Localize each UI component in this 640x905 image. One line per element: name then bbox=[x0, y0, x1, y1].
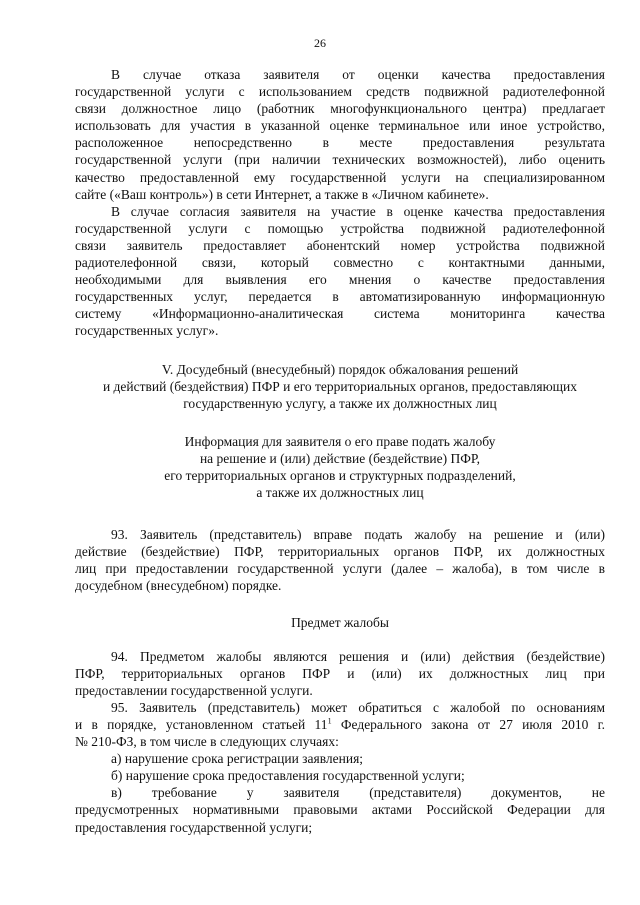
text-line: лиц при предоставлении государственной услуги (далее – жалоба), в том числе в bbox=[75, 561, 605, 577]
text-segment: Федерального закона от 27 июля 2010 г. bbox=[331, 717, 605, 732]
text-line: предусмотренных нормативными правовыми актами Российской Федерации для bbox=[75, 802, 605, 818]
text-line: связи заявитель предоставляет абонентский номер устройства подвижной bbox=[75, 237, 605, 253]
text-line: систему «Информационно-аналитическая система мониторинга качества bbox=[75, 306, 605, 322]
document-body bbox=[75, 66, 605, 836]
list-item-c bbox=[75, 784, 605, 835]
text-line: государственных услуг, передается в автоматизированную информационную bbox=[75, 289, 605, 305]
subheading-right-to-complain bbox=[75, 433, 605, 501]
text-segment: и в порядке, установленном статьей 11 bbox=[75, 717, 328, 732]
text-line: государственной услуги (при наличии технических возможностей), либо оценить bbox=[75, 152, 605, 168]
text-line: В случае согласия заявителя на участие в оценке качества предоставления bbox=[111, 203, 605, 219]
text-line: государственных услуг». bbox=[75, 323, 219, 339]
paragraph-94 bbox=[75, 648, 605, 699]
heading-line: и действий (бездействия) ПФР и его территориальных органов, предоставляющих bbox=[102, 378, 578, 394]
heading-line: на решение и (или) действие (бездействие) ПФР, bbox=[199, 450, 481, 466]
text-line: ПФР, территориальных органов ПФР и (или) их должностных лиц при bbox=[75, 665, 605, 681]
text-line: в) требование у заявителя (представителя) документов, не bbox=[111, 785, 605, 801]
text-line: 94. Предметом жалобы являются решения и (или) действия (бездействие) bbox=[111, 648, 605, 664]
text-line: расположенное непосредственно в месте предоставления результата bbox=[75, 135, 605, 151]
text-line bbox=[75, 716, 605, 733]
text-line: действие (бездействие) ПФР, территориальных органов ПФР, их должностных bbox=[75, 544, 605, 560]
heading-line: государственную услугу, а также их должностных лиц bbox=[183, 395, 497, 411]
list-item-b: б) нарушение срока предоставления государственной услуги; bbox=[111, 768, 465, 784]
superscript: 1 bbox=[327, 716, 332, 726]
text-line: досудебном (внесудебном) порядке. bbox=[75, 578, 282, 594]
heading-line: его территориальных органов и структурных подразделений, bbox=[164, 467, 516, 483]
text-line: связи должностное лицо (работник многофункционального центра) предлагает bbox=[75, 101, 605, 117]
paragraph-assessment-refusal bbox=[75, 66, 605, 203]
text-line: сайте («Ваш контроль») в сети Интернет, а также в «Личном кабинете». bbox=[75, 186, 489, 202]
list-item-a: а) нарушение срока регистрации заявления; bbox=[111, 751, 364, 767]
text-line: государственной услуги с помощью устройства подвижной радиотелефонной bbox=[75, 220, 605, 236]
text-line: 95. Заявитель (представитель) может обратиться с жалобой по основаниям bbox=[111, 699, 605, 715]
text-line: предоставлении государственной услуги. bbox=[75, 682, 313, 698]
text-line: № 210-ФЗ, в том числе в следующих случаях: bbox=[75, 734, 339, 750]
text-line: предоставления государственной услуги; bbox=[75, 819, 313, 835]
heading-line: а также их должностных лиц bbox=[256, 485, 424, 501]
paragraph-assessment-consent bbox=[75, 203, 605, 340]
text-line: 93. Заявитель (представитель) вправе подать жалобу на решение и (или) bbox=[111, 527, 605, 543]
section-heading bbox=[75, 361, 605, 412]
text-line: В случае отказа заявителя от оценки качества предоставления bbox=[111, 67, 605, 82]
text-line: государственной услуги с использованием средств подвижной радиотелефонной bbox=[75, 84, 605, 100]
heading-line: V. Досудебный (внесудебный) порядок обжалования решений bbox=[161, 361, 519, 377]
text-line: необходимыми для выявления его мнения о качестве предоставления bbox=[75, 272, 605, 288]
text-line: радиотелефонной связи, который совместно с контактными данными, bbox=[75, 255, 605, 271]
paragraph-93 bbox=[75, 526, 605, 594]
text-line: использовать для участия в указанной оценке терминальное или иное устройство, bbox=[75, 118, 605, 134]
text-line: качество предоставленной ему государственной услуги на специализированном bbox=[75, 169, 605, 185]
paragraph-95 bbox=[75, 699, 605, 750]
heading-line: Информация для заявителя о его праве подать жалобу bbox=[184, 433, 496, 449]
page-number: 26 bbox=[314, 36, 326, 50]
subheading-subject-of-complaint: Предмет жалобы bbox=[291, 614, 389, 630]
